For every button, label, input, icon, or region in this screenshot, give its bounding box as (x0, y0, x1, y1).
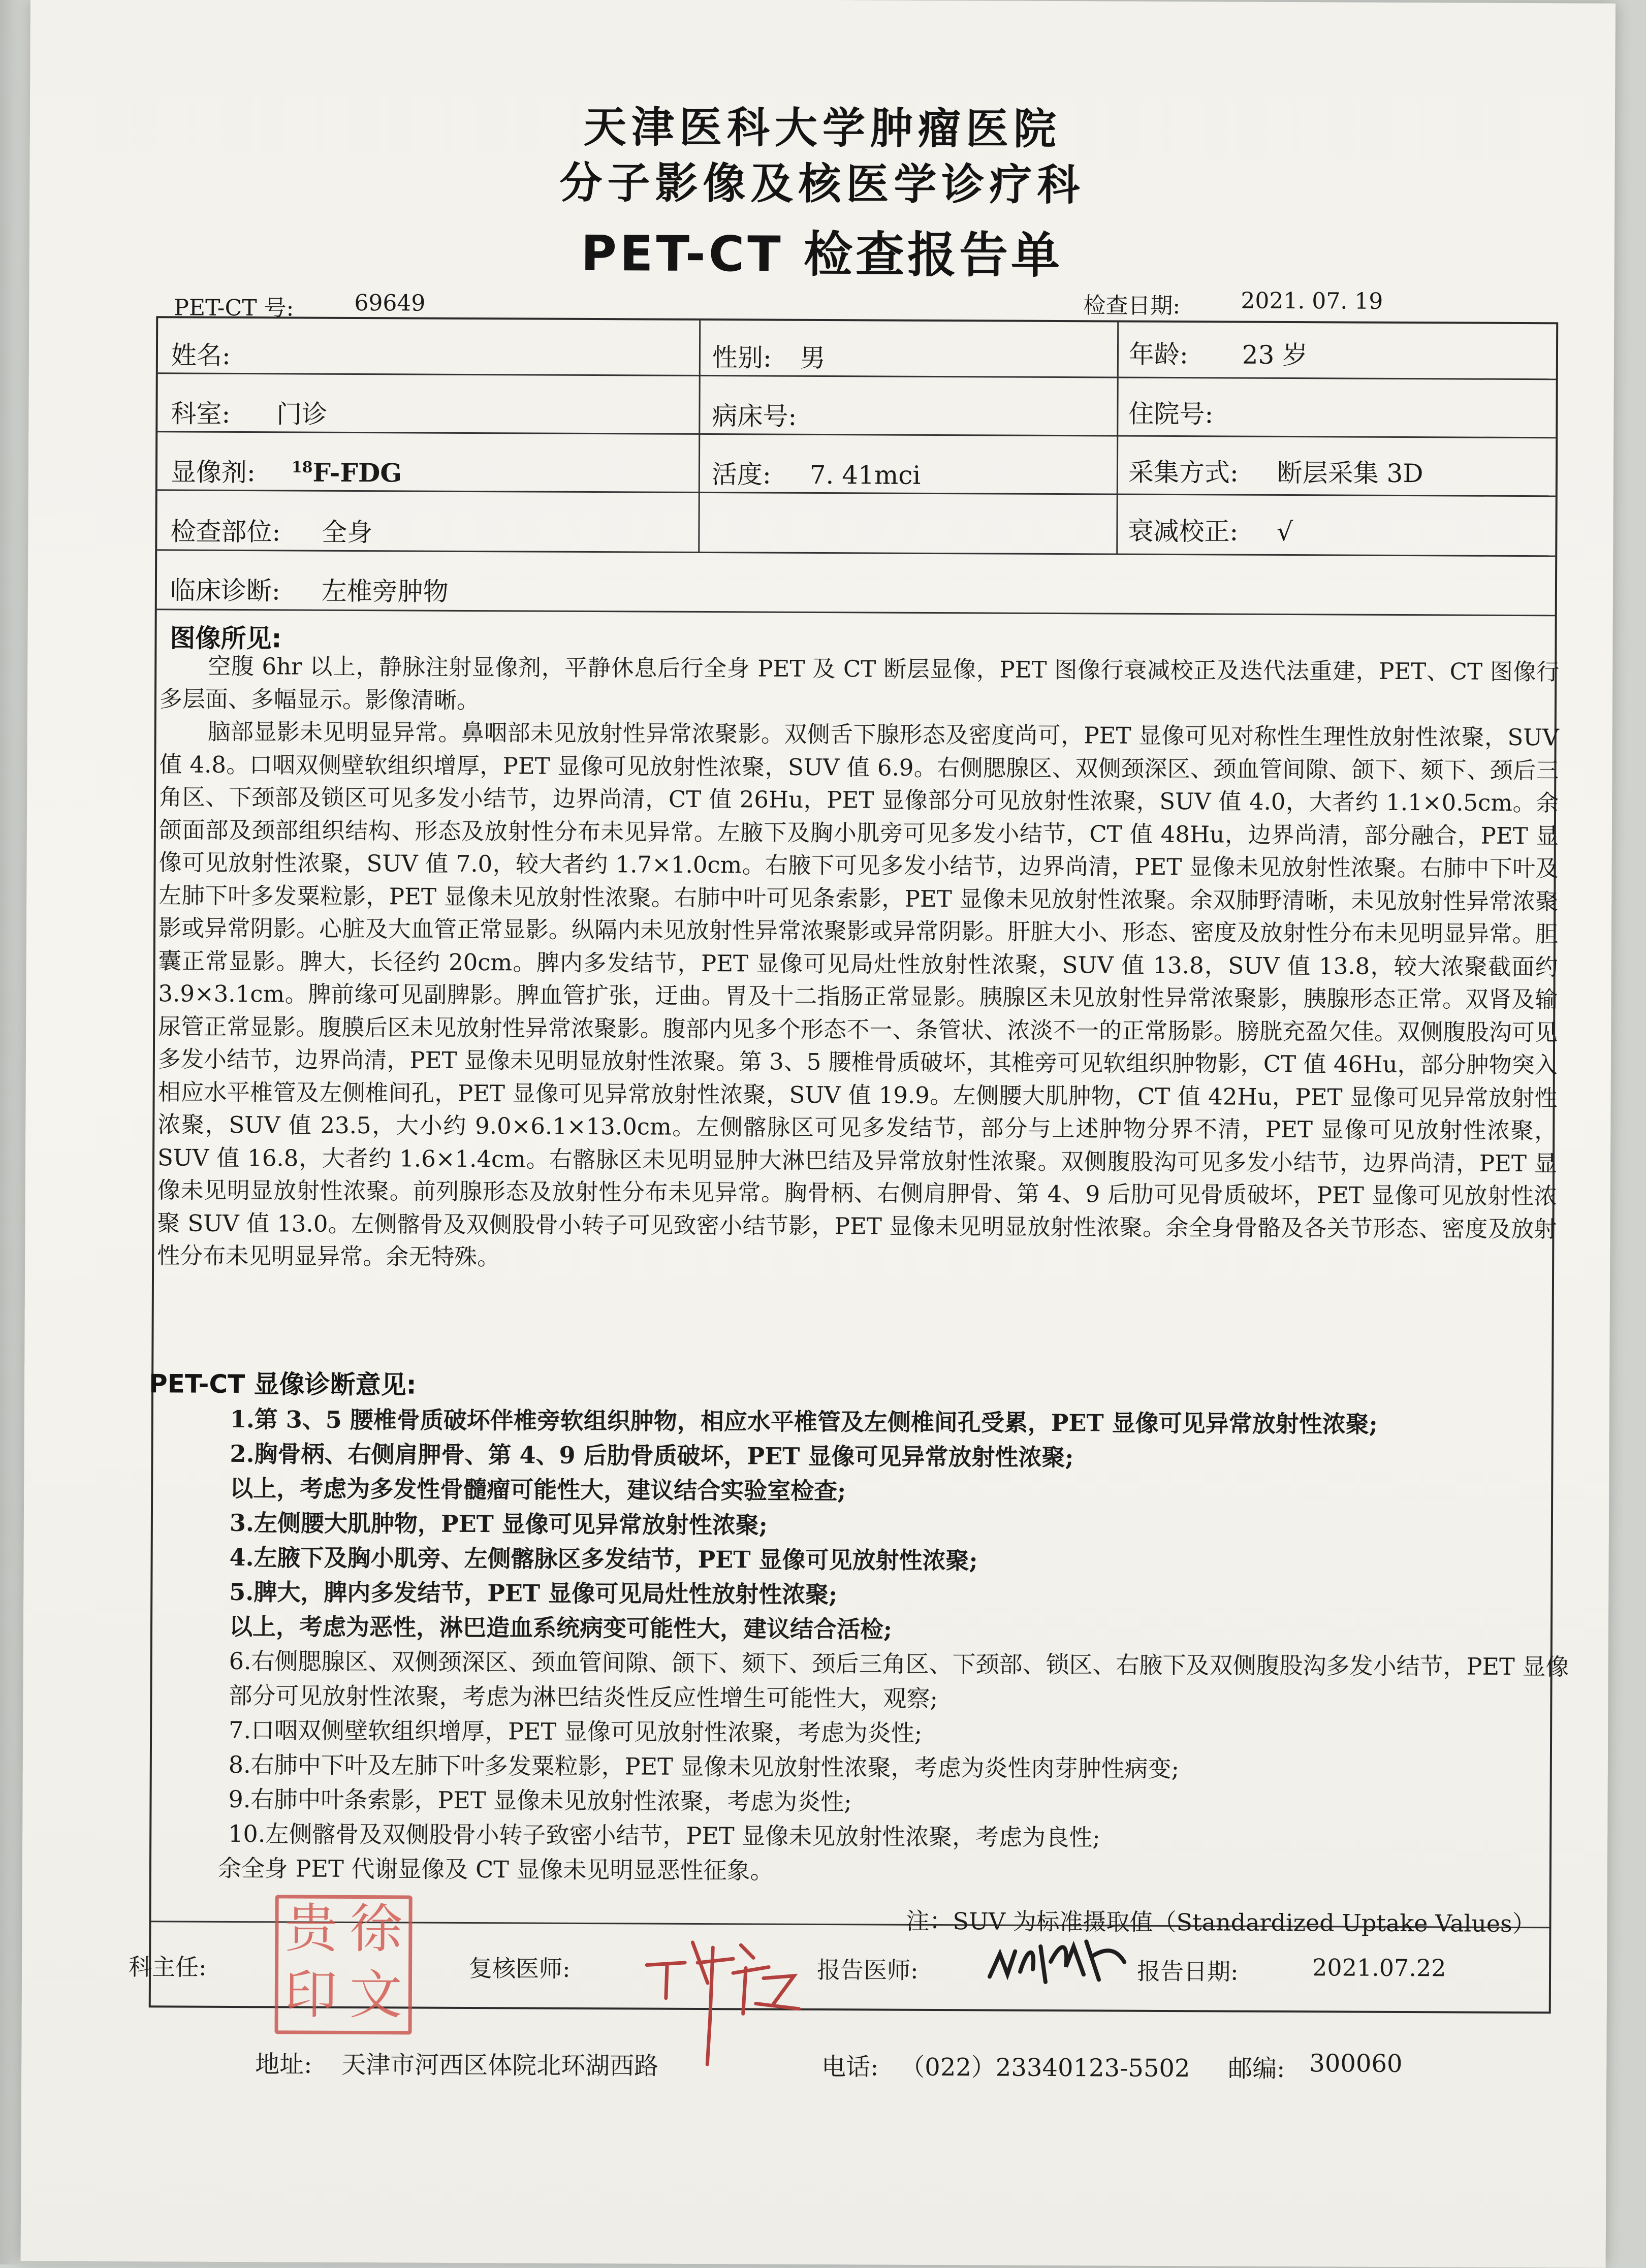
conclusion-list (154, 1401, 1571, 1891)
conclusion-item: 6.右侧腮腺区、双侧颈深区、颈血管间隙、颌下、颏下、颈后三角区、下颈部、锁区、右腋下及双侧腹股沟多发小结节，PET 显像部分可见放射性浓聚，考虑为淋巴结炎性反应性增生可能性大，观察; (229, 1647, 1569, 1713)
director-label: 科主任: (128, 1953, 207, 1981)
sex-label: 性别: (712, 343, 772, 373)
conclusion-item: 5.脾大，脾内多发结节，PET 显像可见局灶性放射性浓聚; (229, 1578, 838, 1609)
site-label: 检查部位: (170, 517, 281, 547)
activity-label: 活度: (711, 460, 771, 490)
site-cell (170, 511, 372, 549)
attenuation-check-icon: √ (1277, 517, 1293, 547)
dept-label: 科室: (171, 399, 231, 429)
address-label: 地址: (255, 2050, 312, 2079)
phone-value: （022）23340123-5502 (900, 2053, 1190, 2083)
conclusion-item: 8.右肺中下叶及左肺下叶多发粟粒影，PET 显像未见放射性浓聚，考虑为炎性肉芽肿性病变; (228, 1750, 1180, 1783)
site-value: 全身 (322, 517, 373, 548)
age-value: 23 岁 (1242, 340, 1308, 370)
conclusion-title: PET-CT 显像诊断意见: (148, 1369, 417, 1400)
dept-cell (171, 393, 327, 430)
attenuation-label: 衰减校正: (1128, 516, 1239, 547)
sex-cell (712, 337, 826, 374)
age-label: 年龄: (1128, 339, 1188, 370)
conclusion-item: 余全身 PET 代谢显像及 CT 显像未见明显恶性征象。 (217, 1854, 774, 1884)
conclusion-item: 以上，考虑为多发性骨髓瘤可能性大，建议结合实验室检查; (230, 1474, 846, 1505)
agent-compound: F-FDG (312, 457, 402, 488)
findings-title: 图像所见: (170, 623, 282, 654)
findings-paragraph: 脑部显影未见明显异常。鼻咽部未见放射性异常浓聚影。双侧舌下腺形态及密度尚可，PET 显像可见对称性生理性放射性浓聚，SUV 值 4.8。口咽双侧壁软组织增厚，PET 显像可见放射性浓聚，SUV 值 6.9。右侧腮腺区、双侧颈深区、颈血管间隙、颌下、颏下、颈后三角区、下颈部及锁区可见多发小结节，边界尚清，CT 值 26Hu，PET 显像部分可见放射性浓聚，SUV 值 4.0，大者约 1.1×0.5cm。余颌面部及颈部组织结构、形态及放射性分布未见异常。左腋下及胸小肌旁可见多发小结节，CT 值 48Hu，边界尚清，部分融合，PET 显像可见放射性浓聚，SUV 值 7.0，较大者约 1.7×1.0cm。右腋下可见多发小结节，边界尚清，PET 显像未见放射性浓聚。右肺中下叶及左肺下叶多发粟粒影，PET 显像未见放射性浓聚。右肺中叶可见条索影，PET 显像未见放射性浓聚。余双肺野清晰，未见放射性异常浓聚影或异常阴影。心脏及大血管正常显影。纵隔内未见放射性异常浓聚影或异常阴影。肝脏大小、形态、密度及放射性分布未见明显异常。胆囊正常显影。脾大，长径约 20cm。脾内多发结节，PET 显像可见局灶性放射性浓聚，SUV 值 13.8，SUV 值 13.8，较大浓聚截面约 3.9×3.1cm。脾前缘可见副脾影。脾血管扩张，迂曲。胃及十二指肠正常显影。胰腺区未见放射性异常浓聚影，胰腺形态正常。双肾及输尿管正常显影。腹膜后区未见放射性异常浓聚影。腹部内见多个形态不一、条管状、浓淡不一的正常肠影。膀胱充盈欠佳。双侧腹股沟可见多发小结节，边界尚清，PET 显像未见明显放射性浓聚。第 3、5 腰椎骨质破坏，其椎旁可见软组织肿物影，CT 值 46Hu，部分肿物突入相应水平椎管及左侧椎间孔，PET 显像可见异常放射性浓聚，SUV 值 19.9。左侧腰大肌肿物，CT 值 42Hu，PET 显像可见异常放射性浓聚，SUV 值 23.5，大小约 9.0×6.1×13.0cm。左侧髂脉区可见多发结节，部分与上述肿物分界不清，PET 显像可见放射性浓聚，SUV 值 16.8，大者约 1.6×1.4cm。右髂脉区未见明显肿大淋巴结及异常放射性浓聚。双侧腹股沟可见多发小结节，边界尚清，PET 显像未见明显放射性浓聚。前列腺形态及放射性分布未见异常。胸骨柄、右侧肩胛骨、第 4、9 后肋可见骨质破坏，PET 显像可见放射性浓聚 SUV 值 13.0。左侧髂骨及双侧股骨小转子可见致密小结节影，PET 显像未见明显放射性浓聚。余全身骨骼及各关节形态、密度及放射性分布未见明显异常。余无特殊。 (157, 718, 1559, 1271)
zip-label: 邮编: (1228, 2054, 1285, 2084)
row-divider (157, 609, 1555, 616)
zip-value: 300060 (1309, 2049, 1403, 2079)
petct-number: 69649 (354, 290, 426, 316)
conclusion-item: 1.第 3、5 腰椎骨质破坏伴椎旁软组织肿物，相应水平椎管及左侧椎间孔受累，PET 显像可见异常放射性浓聚; (230, 1405, 1378, 1438)
conclusion-item: 9.右肺中叶条索影，PET 显像未见放射性浓聚，考虑为炎性; (228, 1785, 852, 1816)
conclusion-item: 以上，考虑为恶性，淋巴造血系统病变可能性大，建议结合活检; (229, 1612, 893, 1643)
inpatient-label: 住院号: (1128, 399, 1214, 429)
hospital-title: 天津医科大学肿瘤医院 (583, 102, 1062, 154)
stamp-char: 贵 (284, 1897, 338, 1960)
reviewer-label: 复核医师: (468, 1954, 571, 1983)
form-title: PET-CT 检查报告单 (581, 225, 1063, 284)
inpatient-cell (1128, 394, 1252, 431)
row-divider (157, 549, 1555, 557)
stamp-char: 印 (284, 1963, 338, 2026)
column-divider (698, 321, 701, 552)
report-date-label: 报告日期: (1136, 1957, 1239, 1986)
conclusion-item: 3.左侧腰大肌肿物，PET 显像可见异常放射性浓聚; (229, 1509, 768, 1539)
row-divider (157, 431, 1556, 438)
report-date: 2021.07.22 (1312, 1954, 1446, 1982)
dept-value: 门诊 (276, 399, 328, 429)
conclusion-item: 4.左腋下及胸小肌旁、左侧髂脉区多发结节，PET 显像可见放射性浓聚; (229, 1543, 978, 1575)
name-cell (171, 335, 269, 372)
clinical-cell (170, 570, 449, 608)
conclusion-item: 2.胸骨柄、右侧肩胛骨、第 4、9 后肋骨质破坏，PET 显像可见异常放射性浓聚; (230, 1440, 1074, 1472)
exam-date-label: 检查日期: (1083, 293, 1181, 320)
director-seal-stamp (275, 1895, 413, 2034)
findings-body (157, 650, 1559, 1279)
conclusion-item: 7.口咽双侧壁软组织增厚，PET 显像可见放射性浓聚，考虑为炎性; (229, 1716, 923, 1747)
report-paper (21, 0, 1616, 2268)
agent-isotope-mass: 18 (291, 458, 313, 476)
findings-paragraph: 空腹 6hr 以上，静脉注射显像剂，平静休息后行全身 PET 及 CT 断层显像，PET 图像行衰减校正及迭代法重建，PET、CT 图像行多层面、多幅显示。影像清晰。 (159, 652, 1560, 714)
exam-date: 2021. 07. 19 (1241, 288, 1383, 314)
clinical-label: 临床诊断: (170, 576, 280, 606)
attenuation-cell (1128, 511, 1293, 548)
age-cell (1129, 334, 1308, 372)
reporter-label: 报告医师: (816, 1956, 919, 1984)
bed-cell (712, 396, 835, 433)
agent-value (292, 457, 402, 488)
agent-cell (171, 452, 402, 489)
address-value: 天津市河西区体院北环湖西路 (341, 2050, 659, 2081)
department-title: 分子影像及核医学诊疗科 (559, 157, 1085, 210)
sex-value: 男 (800, 343, 826, 373)
activity-cell (712, 454, 921, 492)
stamp-char: 徐 (350, 1897, 403, 1960)
acquisition-cell (1128, 452, 1423, 490)
activity-value: 7. 41mci (809, 460, 921, 490)
acquisition-label: 采集方式: (1128, 457, 1239, 488)
suv-note: 注：SUV 为标准摄取值（Standardized Uptake Values） (906, 1907, 1536, 1938)
row-divider (158, 372, 1556, 380)
name-label: 姓名: (171, 340, 231, 370)
conclusion-item: 10.左侧髂骨及双侧股骨小转子致密小结节，PET 显像未见放射性浓聚，考虑为良性; (228, 1819, 1100, 1851)
bed-label: 病床号: (712, 401, 797, 431)
phone-label: 电话: (821, 2053, 879, 2082)
stamp-char: 文 (349, 1963, 403, 2026)
column-divider (1116, 323, 1119, 554)
clinical-value: 左椎旁肿物 (321, 576, 449, 606)
petct-number-label: PET-CT 号: (174, 295, 294, 322)
acquisition-value: 断层采集 3D (1277, 458, 1423, 489)
agent-label: 显像剂: (170, 457, 256, 488)
